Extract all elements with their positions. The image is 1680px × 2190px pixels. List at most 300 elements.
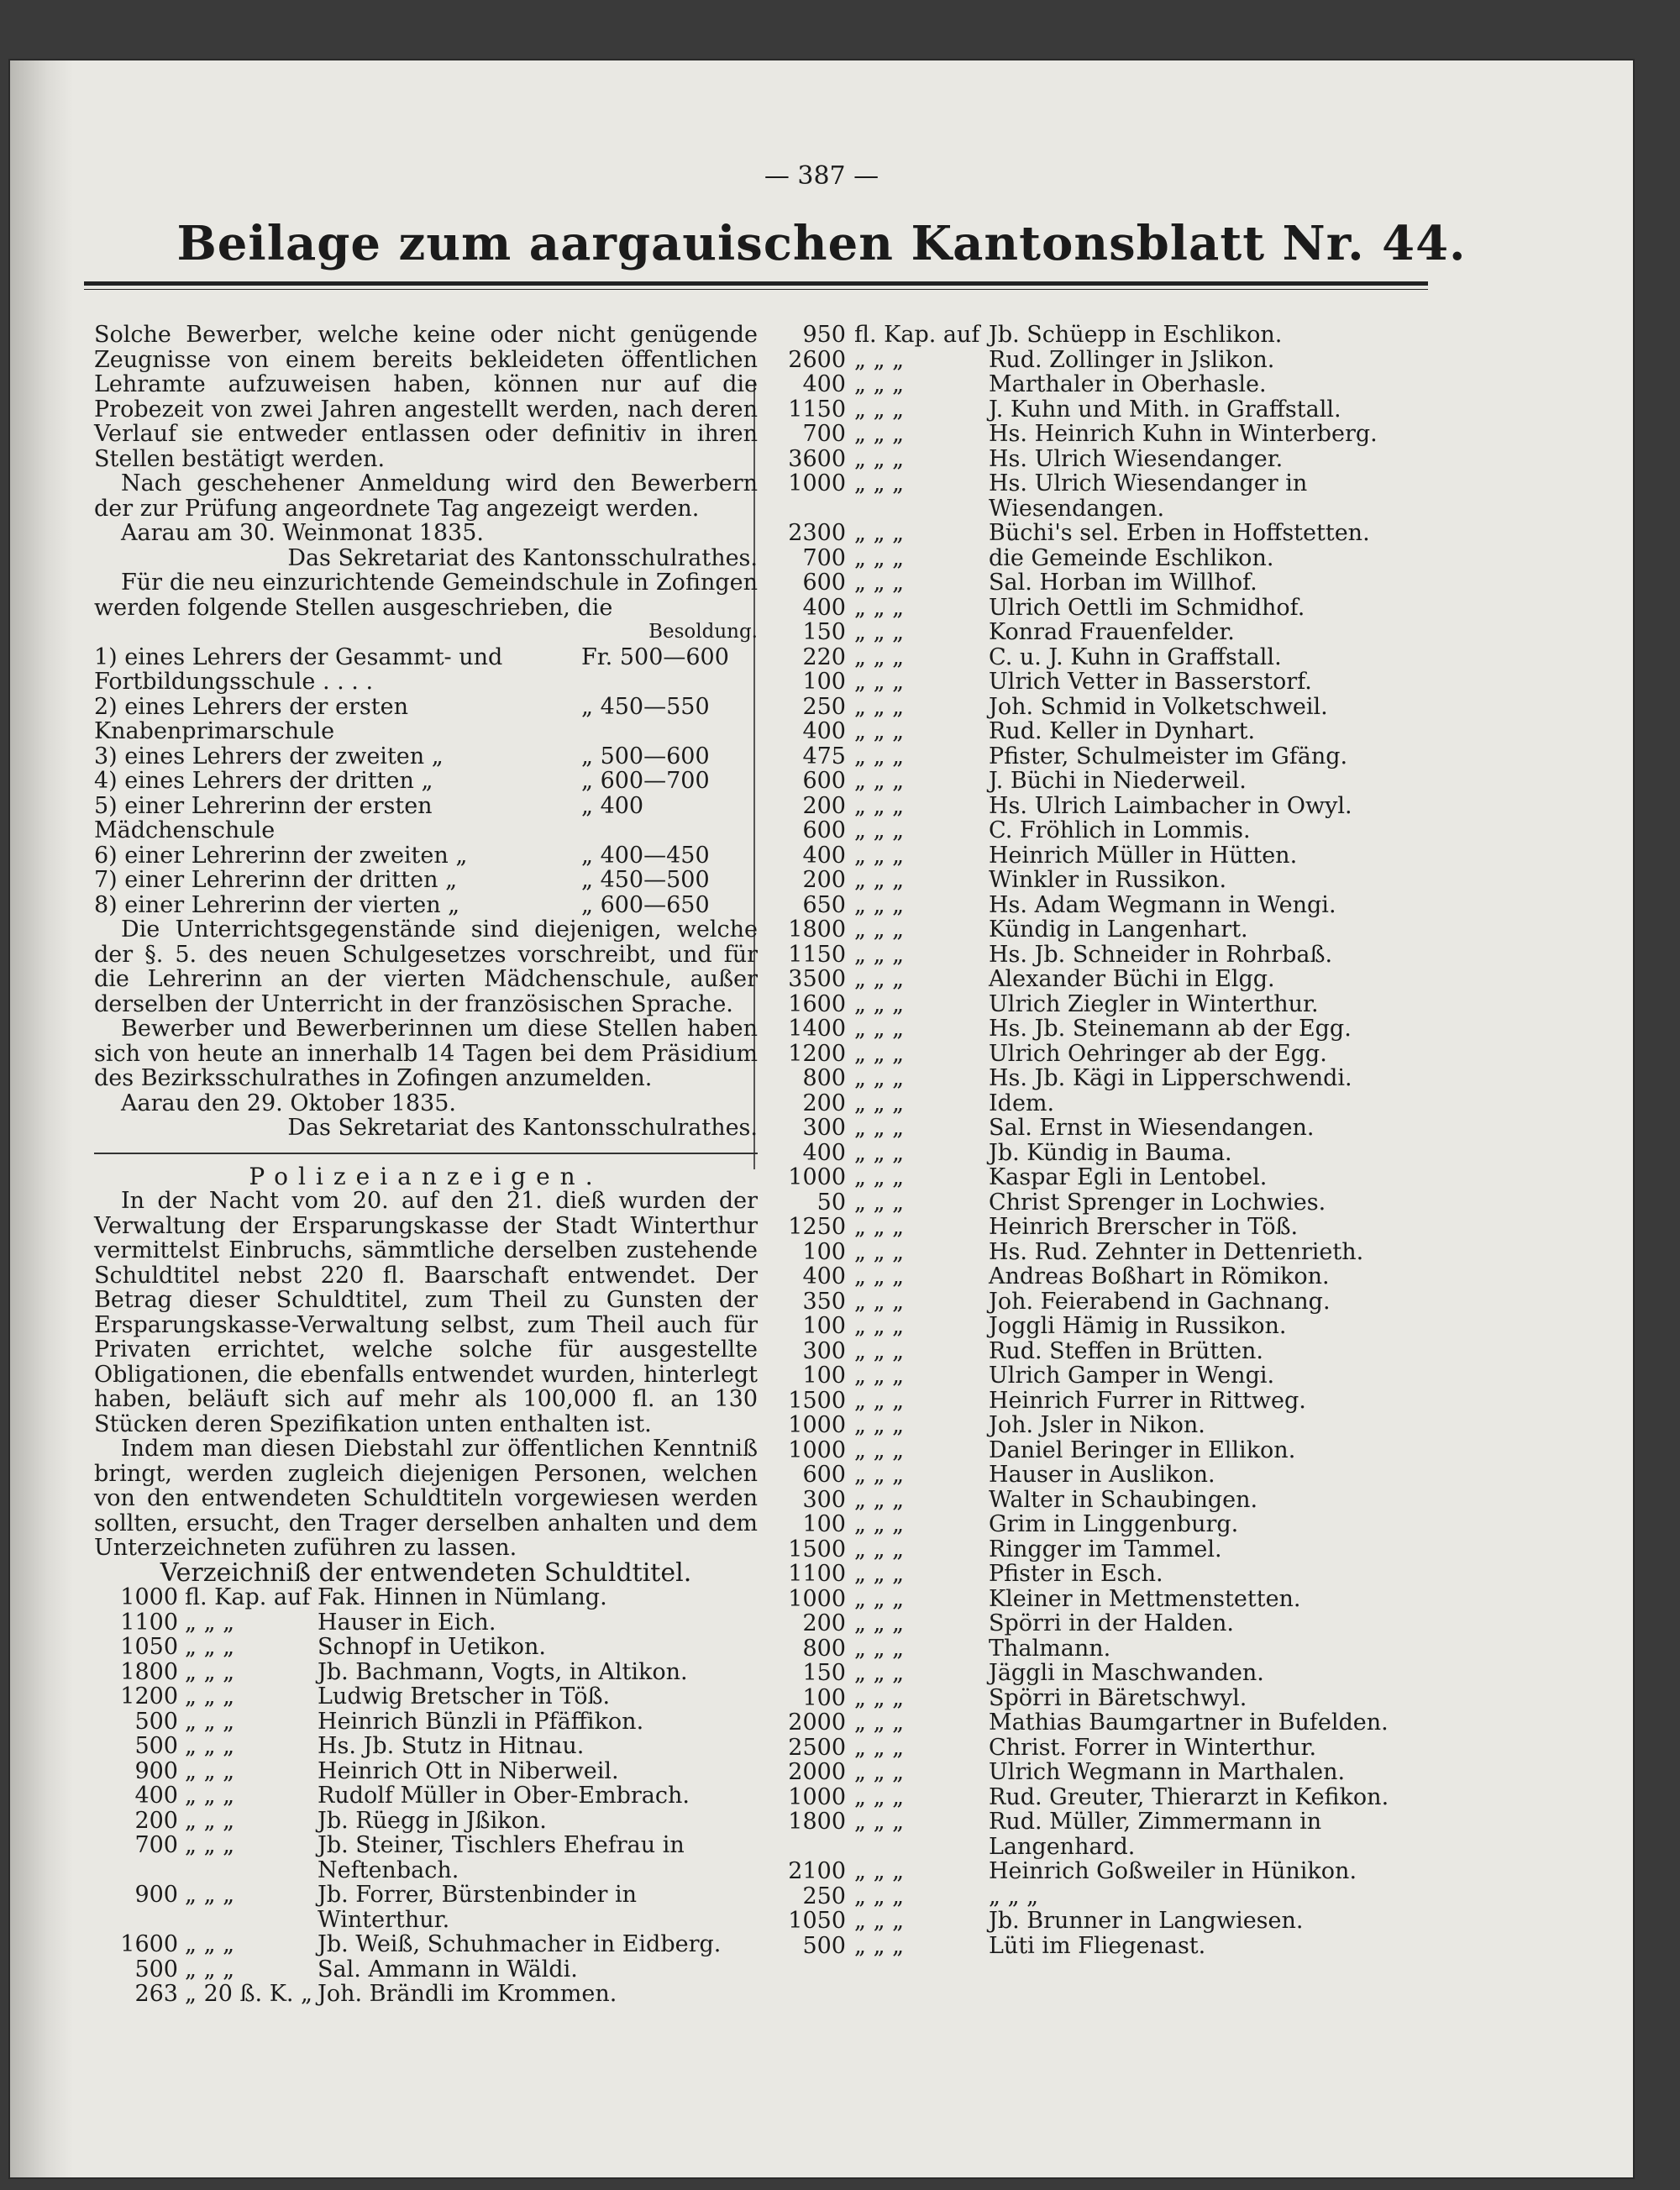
entry-amount: 2100 bbox=[788, 1858, 846, 1884]
table-row bbox=[766, 1289, 1446, 1315]
entry-kap: „ „ „ bbox=[854, 941, 905, 968]
entry-amount: 100 bbox=[802, 1238, 846, 1265]
table-row bbox=[766, 917, 1446, 943]
table-row bbox=[94, 1883, 758, 1932]
position-amount: „ 400 bbox=[581, 792, 644, 819]
entry-name: Kleiner in Mettmenstetten. bbox=[989, 1585, 1301, 1612]
entry-amount: 400 bbox=[802, 371, 846, 397]
position-amount: „ 400—450 bbox=[581, 842, 710, 869]
position-desc: 3) eines Lehrers der zweiten „ bbox=[94, 743, 444, 769]
entry-name: Kündig in Langenhart. bbox=[989, 916, 1248, 943]
entry-amount: 150 bbox=[802, 1660, 846, 1686]
table-row bbox=[766, 1240, 1446, 1265]
table-row bbox=[766, 1389, 1446, 1414]
entry-name: Schnopf in Uetikon. bbox=[318, 1634, 546, 1660]
position-row bbox=[94, 794, 758, 843]
entry-kap: „ „ „ bbox=[854, 1436, 905, 1463]
entry-amount: 250 bbox=[802, 1883, 846, 1909]
table-row bbox=[94, 1709, 758, 1735]
entry-name: Hs. Jb. Schneider in Rohrbaß. bbox=[989, 941, 1333, 968]
newspaper-page bbox=[10, 60, 1633, 2177]
police-section-title: Polizeianzeigen. bbox=[249, 1162, 603, 1190]
entry-name: J. Büchi in Niederweil. bbox=[989, 768, 1247, 794]
entry-amount: 350 bbox=[802, 1288, 846, 1315]
entry-amount: 200 bbox=[802, 792, 846, 819]
table-row bbox=[94, 1833, 758, 1883]
position-row bbox=[94, 769, 758, 794]
position-row bbox=[94, 843, 758, 869]
table-row bbox=[766, 372, 1446, 397]
entry-kap: „ „ „ bbox=[854, 421, 905, 447]
entry-amount: 1000 bbox=[120, 1584, 178, 1610]
table-row bbox=[766, 744, 1446, 769]
entry-amount: 1150 bbox=[788, 941, 846, 968]
table-row bbox=[94, 1684, 758, 1709]
entry-amount: 600 bbox=[802, 570, 846, 596]
left-column bbox=[94, 323, 758, 2007]
entry-name: Joggli Hämig in Russikon. bbox=[989, 1313, 1287, 1339]
entry-kap: „ „ „ bbox=[854, 1660, 905, 1686]
position-desc: 4) eines Lehrers der dritten „ bbox=[94, 768, 433, 794]
table-row bbox=[766, 620, 1446, 645]
entry-amount: 100 bbox=[802, 669, 846, 695]
entry-name: C. u. J. Kuhn in Graffstall. bbox=[989, 643, 1282, 670]
table-row bbox=[766, 1562, 1446, 1587]
entry-name: Sal. Ammann in Wäldi. bbox=[318, 1956, 578, 1983]
entry-kap: „ „ „ bbox=[185, 1658, 235, 1685]
table-row bbox=[766, 1934, 1446, 1959]
table-row bbox=[766, 348, 1446, 373]
entry-kap: „ „ „ bbox=[854, 1511, 905, 1537]
entry-kap: „ „ „ bbox=[854, 1809, 905, 1835]
right-entries-list bbox=[766, 323, 1446, 1958]
position-amount: „ 450—550 bbox=[581, 693, 710, 720]
table-row bbox=[766, 323, 1446, 348]
table-row bbox=[766, 1314, 1446, 1339]
entry-name: Rud. Greuter, Thierarzt in Kefikon. bbox=[989, 1783, 1389, 1810]
entry-kap: „ „ „ bbox=[854, 1585, 905, 1612]
entry-name: Heinrich Müller in Hütten. bbox=[989, 842, 1298, 869]
entry-kap: „ „ „ bbox=[854, 1684, 905, 1711]
title-rule bbox=[84, 281, 1428, 290]
entry-name: Rud. Müller, Zimmermann in Langenhard. bbox=[989, 1809, 1322, 1860]
table-row bbox=[766, 1859, 1446, 1884]
table-row bbox=[766, 1116, 1446, 1141]
table-row bbox=[94, 1734, 758, 1759]
entry-amount: 1200 bbox=[788, 1040, 846, 1067]
table-row bbox=[766, 695, 1446, 720]
entry-kap: „ „ „ bbox=[185, 1882, 235, 1908]
entry-kap: „ „ „ bbox=[185, 1683, 235, 1709]
entry-amount: 300 bbox=[802, 1337, 846, 1364]
entry-amount: 150 bbox=[802, 619, 846, 645]
entry-name: Rudolf Müller in Ober-Embrach. bbox=[318, 1783, 690, 1809]
table-row bbox=[766, 670, 1446, 695]
entry-kap: „ „ „ bbox=[854, 1635, 905, 1662]
entry-kap: „ „ „ bbox=[854, 1139, 905, 1166]
entry-kap: „ „ „ bbox=[185, 1956, 235, 1983]
entry-name: Hs. Heinrich Kuhn in Winterberg. bbox=[989, 421, 1378, 447]
table-row bbox=[766, 521, 1446, 546]
entry-kap: „ „ „ bbox=[854, 544, 905, 571]
entry-name: Heinrich Ott in Niberweil. bbox=[318, 1757, 619, 1784]
entry-amount: 1050 bbox=[120, 1634, 178, 1660]
entry-amount: 475 bbox=[802, 743, 846, 769]
entry-kap: „ „ „ bbox=[854, 1363, 905, 1389]
entry-name: Jb. Weiß, Schuhmacher in Eidberg. bbox=[318, 1931, 722, 1957]
section-separator bbox=[94, 1153, 758, 1154]
entry-kap: „ „ „ bbox=[854, 570, 905, 596]
entry-name: Hauser in Eich. bbox=[318, 1609, 496, 1636]
table-row bbox=[766, 1488, 1446, 1513]
entry-kap: „ „ „ bbox=[854, 1908, 905, 1934]
entry-kap: „ „ „ bbox=[854, 1115, 905, 1141]
entry-kap: „ „ „ bbox=[185, 1634, 235, 1660]
page-title: Beilage zum aargauischen Kantonsblatt Nr. 44. bbox=[176, 216, 1467, 271]
entry-name: Christ Sprenger in Lochwies. bbox=[989, 1189, 1326, 1216]
entry-name: Heinrich Brerscher in Töß. bbox=[989, 1214, 1299, 1240]
signature-1: Das Sekretariat des Kantonsschulrathes. bbox=[287, 544, 758, 571]
position-desc: 2) eines Lehrers der ersten Knabenprimarschule bbox=[94, 693, 408, 744]
entry-amount: 800 bbox=[802, 1065, 846, 1091]
entry-amount: 1600 bbox=[788, 990, 846, 1017]
entry-kap: „ „ „ bbox=[854, 396, 905, 423]
entry-name: „ „ „ bbox=[989, 1883, 1039, 1909]
date-line-2: Aarau den 29. Oktober 1835. bbox=[121, 1090, 456, 1116]
entry-kap: „ 20 ß. K. „ bbox=[185, 1981, 313, 2007]
table-row bbox=[766, 1760, 1446, 1785]
entry-amount: 500 bbox=[134, 1733, 178, 1759]
entry-kap: „ „ „ bbox=[854, 842, 905, 869]
entry-kap: „ „ „ bbox=[854, 1263, 905, 1289]
entry-name: Jb. Kündig in Bauma. bbox=[989, 1139, 1232, 1166]
entry-name: Spörri in der Halden. bbox=[989, 1610, 1234, 1636]
police-paragraph-2: Indem man diesen Diebstahl zur öffentlichen Kenntniß bringt, werden zugleich diejenigen Personen, welchen von den entwendeten Schuldtiteln vorgewiesen werden sollten, ersucht, den Trager derselben anhalten und dem Unterzeichneten zuführen zu lassen. bbox=[94, 1436, 758, 1561]
table-row bbox=[94, 1809, 758, 1834]
table-row bbox=[766, 1785, 1446, 1810]
entry-kap: „ „ „ bbox=[185, 1807, 235, 1834]
entry-amount: 700 bbox=[802, 421, 846, 447]
entry-name: Pfister in Esch. bbox=[989, 1561, 1163, 1587]
left-entries-list bbox=[94, 1585, 758, 2007]
entry-name: Hs. Jb. Kägi in Lipperschwendi. bbox=[989, 1065, 1352, 1091]
entry-kap: „ „ „ bbox=[854, 594, 905, 621]
entry-name: Thalmann. bbox=[989, 1635, 1111, 1662]
entry-kap: „ „ „ bbox=[854, 891, 905, 918]
entry-amount: 2300 bbox=[788, 520, 846, 546]
table-row bbox=[766, 1686, 1446, 1711]
entry-amount: 3600 bbox=[788, 445, 846, 472]
entry-amount: 500 bbox=[134, 1956, 178, 1983]
entry-name: Ringger im Tammel. bbox=[989, 1536, 1222, 1562]
position-amount: „ 600—650 bbox=[581, 891, 710, 918]
entry-kap: fl. Kap. auf bbox=[854, 322, 980, 348]
position-desc: 8) einer Lehrerinn der vierten „ bbox=[94, 891, 460, 918]
intro-paragraph: Solche Bewerber, welche keine oder nicht genügende Zeugnisse von einem bereits bekleideten öffentlichen Lehramte aufzuweisen haben, können nur auf die Probezeit von zwei Jahren angestellt werden, nach deren Verlauf sie entweder entlassen oder definitiv in ihren Stellen bestätigt werden. bbox=[94, 322, 758, 472]
entry-name: Heinrich Bünzli in Pfäffikon. bbox=[318, 1708, 644, 1735]
entry-name: Rud. Zollinger in Jslikon. bbox=[989, 346, 1275, 373]
entry-kap: „ „ „ bbox=[854, 867, 905, 893]
entry-kap: „ „ „ bbox=[854, 470, 905, 496]
entry-kap: „ „ „ bbox=[854, 990, 905, 1017]
entry-amount: 1600 bbox=[120, 1931, 178, 1957]
table-row bbox=[94, 1610, 758, 1636]
table-row bbox=[766, 1809, 1446, 1859]
notice-paragraph: Nach geschehener Anmeldung wird den Bewerbern der zur Prüfung angeordnete Tag angezeigt werden. bbox=[94, 470, 758, 522]
entry-amount: 600 bbox=[802, 1462, 846, 1488]
table-row bbox=[766, 447, 1446, 472]
besoldung-label: Besoldung. bbox=[648, 621, 758, 643]
entry-name: J. Kuhn und Mith. in Graffstall. bbox=[989, 396, 1341, 423]
position-amount: „ 500—600 bbox=[581, 743, 710, 769]
signature-2: Das Sekretariat des Kantonsschulrathes. bbox=[287, 1115, 758, 1141]
entry-kap: „ „ „ bbox=[854, 1561, 905, 1587]
entry-name: Jb. Bachmann, Vogts, in Altikon. bbox=[318, 1658, 688, 1685]
entry-name: Jb. Schüepp in Eschlikon. bbox=[989, 322, 1283, 348]
entry-amount: 600 bbox=[802, 817, 846, 843]
entry-name: Ulrich Vetter in Basserstorf. bbox=[989, 669, 1312, 695]
entry-name: Ulrich Wegmann in Marthalen. bbox=[989, 1759, 1346, 1785]
entry-amount: 950 bbox=[802, 322, 846, 348]
entry-kap: „ „ „ bbox=[854, 1486, 905, 1513]
entry-kap: „ „ „ bbox=[185, 1931, 235, 1957]
entry-name: Hs. Jb. Steinemann ab der Egg. bbox=[989, 1016, 1352, 1042]
table-row bbox=[766, 943, 1446, 968]
table-row bbox=[94, 1783, 758, 1809]
entry-kap: „ „ „ bbox=[854, 520, 905, 546]
entry-amount: 900 bbox=[134, 1757, 178, 1784]
entry-kap: „ „ „ bbox=[854, 1189, 905, 1216]
entry-kap: „ „ „ bbox=[185, 1757, 235, 1784]
entry-name: Ulrich Gamper in Wengi. bbox=[989, 1363, 1275, 1389]
entry-amount: 1800 bbox=[788, 1809, 846, 1835]
entry-name: Hs. Ulrich Wiesendanger. bbox=[989, 445, 1284, 472]
table-row bbox=[766, 645, 1446, 670]
police-paragraph-1: In der Nacht vom 20. auf den 21. dieß wurden der Verwaltung der Ersparungskasse der Stadt Winterthur vermittelst Einbruchs, sämmtliche derselben zustehende Schuldtitel nebst 220 fl. Baarschaft entwendet. Der Betrag dieser Schuldtitel, zum Theil zu Gunsten der Ersparungskasse-Verwaltung selbst, zum Theil auch für Privaten errichtet, welche solche für ausgestellte Obligationen, die ebenfalls entwendet wurden, hinterlegt haben, beläuft sich auf mehr als 100,000 fl. an 130 Stücken deren Spezifikation unten enthalten ist. bbox=[94, 1188, 758, 1437]
table-row bbox=[766, 719, 1446, 744]
entry-amount: 2500 bbox=[788, 1734, 846, 1761]
entry-name: Heinrich Furrer in Rittweg. bbox=[989, 1387, 1306, 1414]
position-amount: „ 600—700 bbox=[581, 768, 710, 794]
apply-paragraph: Bewerber und Bewerberinnen um diese Stellen haben sich von heute an innerhalb 14 Tagen bei dem Präsidium des Bezirksschulrathes in Zofingen anzumelden. bbox=[94, 1016, 758, 1091]
entry-amount: 1000 bbox=[788, 1412, 846, 1438]
list-title: Verzeichniß der entwendeten Schuldtitel. bbox=[160, 1557, 692, 1588]
entry-kap: „ „ „ bbox=[185, 1783, 235, 1809]
entry-name: Ulrich Oehringer ab der Egg. bbox=[989, 1040, 1327, 1067]
table-row bbox=[766, 1463, 1446, 1488]
entry-amount: 1200 bbox=[120, 1683, 178, 1709]
entry-kap: „ „ „ bbox=[854, 966, 905, 992]
table-row bbox=[766, 397, 1446, 423]
entry-kap: „ „ „ bbox=[854, 1164, 905, 1190]
entry-kap: „ „ „ bbox=[854, 1858, 905, 1884]
entry-amount: 1250 bbox=[788, 1214, 846, 1240]
entry-kap: „ „ „ bbox=[854, 718, 905, 744]
entry-kap: „ „ „ bbox=[854, 817, 905, 843]
table-row bbox=[766, 1512, 1446, 1537]
entry-amount: 1800 bbox=[120, 1658, 178, 1685]
entry-amount: 1800 bbox=[788, 916, 846, 943]
table-row bbox=[766, 794, 1446, 819]
entry-name: Fak. Hinnen in Nümlang. bbox=[318, 1584, 607, 1610]
entry-name: Jb. Forrer, Bürstenbinder in Winterthur. bbox=[318, 1882, 637, 1933]
entry-name: Ulrich Oettli im Schmidhof. bbox=[989, 594, 1305, 621]
table-row bbox=[766, 570, 1446, 596]
position-desc: 1) eines Lehrers der Gesammt- und Fortbildungsschule . . . . bbox=[94, 643, 503, 695]
entry-kap: „ „ „ bbox=[854, 1883, 905, 1909]
entry-name: Hs. Adam Wegmann in Wengi. bbox=[989, 891, 1336, 918]
table-row bbox=[766, 1264, 1446, 1289]
entry-kap: fl. Kap. auf bbox=[185, 1584, 311, 1610]
entry-amount: 500 bbox=[134, 1708, 178, 1735]
entry-kap: „ „ „ bbox=[854, 1065, 905, 1091]
entry-name: Hs. Ulrich Laimbacher in Owyl. bbox=[989, 792, 1352, 819]
entry-kap: „ „ „ bbox=[854, 1536, 905, 1562]
table-row bbox=[766, 1710, 1446, 1736]
entry-kap: „ „ „ bbox=[185, 1733, 235, 1759]
table-row bbox=[766, 1611, 1446, 1636]
entry-name: Walter in Schaubingen. bbox=[989, 1486, 1258, 1513]
table-row bbox=[766, 769, 1446, 794]
entry-amount: 2000 bbox=[788, 1709, 846, 1736]
table-row bbox=[766, 1438, 1446, 1463]
table-row bbox=[94, 1660, 758, 1685]
entry-kap: „ „ „ bbox=[854, 619, 905, 645]
entry-name: Pfister, Schulmeister im Gfäng. bbox=[989, 743, 1348, 769]
entry-kap: „ „ „ bbox=[854, 346, 905, 373]
table-row bbox=[766, 422, 1446, 447]
table-row bbox=[766, 1736, 1446, 1761]
entry-name: Sal. Horban im Willhof. bbox=[989, 570, 1257, 596]
entry-kap: „ „ „ bbox=[854, 371, 905, 397]
table-row bbox=[766, 1190, 1446, 1216]
entry-amount: 1000 bbox=[788, 1783, 846, 1810]
entry-amount: 200 bbox=[802, 1090, 846, 1116]
entry-kap: „ „ „ bbox=[854, 1016, 905, 1042]
position-desc: 5) einer Lehrerinn der ersten Mädchenschule bbox=[94, 792, 433, 843]
table-row bbox=[766, 1661, 1446, 1686]
entry-amount: 263 bbox=[134, 1981, 178, 2007]
entry-name: Andreas Boßhart in Römikon. bbox=[989, 1263, 1330, 1289]
table-row bbox=[766, 1909, 1446, 1934]
table-row bbox=[94, 1635, 758, 1660]
entry-amount: 400 bbox=[802, 1263, 846, 1289]
entry-amount: 200 bbox=[802, 1610, 846, 1636]
entry-name: Jäggli in Maschwanden. bbox=[989, 1660, 1264, 1686]
position-row bbox=[94, 744, 758, 769]
entry-kap: „ „ „ bbox=[854, 669, 905, 695]
entry-name: Ulrich Ziegler in Winterthur. bbox=[989, 990, 1319, 1017]
right-column bbox=[766, 323, 1446, 1958]
entry-amount: 700 bbox=[134, 1832, 178, 1858]
entry-amount: 1000 bbox=[788, 1585, 846, 1612]
entry-kap: „ „ „ bbox=[854, 1214, 905, 1240]
entry-name: die Gemeinde Eschlikon. bbox=[989, 544, 1274, 571]
entry-amount: 600 bbox=[802, 768, 846, 794]
entry-name: Idem. bbox=[989, 1090, 1055, 1116]
table-row bbox=[766, 1215, 1446, 1240]
table-row bbox=[94, 1957, 758, 1983]
entry-name: Winkler in Russikon. bbox=[989, 867, 1227, 893]
entry-name: Mathias Baumgartner in Bufelden. bbox=[989, 1709, 1389, 1736]
entry-kap: „ „ „ bbox=[854, 1462, 905, 1488]
entry-name: Hs. Rud. Zehnter in Dettenrieth. bbox=[989, 1238, 1364, 1265]
table-row bbox=[766, 596, 1446, 621]
entry-kap: „ „ „ bbox=[185, 1609, 235, 1636]
table-row bbox=[766, 992, 1446, 1017]
entry-amount: 500 bbox=[802, 1932, 846, 1959]
entry-kap: „ „ „ bbox=[854, 1412, 905, 1438]
entry-name: Hauser in Auslikon. bbox=[989, 1462, 1215, 1488]
entry-kap: „ „ „ bbox=[854, 768, 905, 794]
table-row bbox=[766, 843, 1446, 869]
entry-name: Marthaler in Oberhasle. bbox=[989, 371, 1267, 397]
entry-amount: 200 bbox=[802, 867, 846, 893]
table-row bbox=[766, 1016, 1446, 1042]
table-row bbox=[766, 1537, 1446, 1562]
entry-name: Christ. Forrer in Winterthur. bbox=[989, 1734, 1317, 1761]
table-row bbox=[766, 893, 1446, 918]
entry-kap: „ „ „ bbox=[854, 743, 905, 769]
entry-name: Hs. Jb. Stutz in Hitnau. bbox=[318, 1733, 585, 1759]
entry-amount: 650 bbox=[802, 891, 846, 918]
entry-amount: 1000 bbox=[788, 1436, 846, 1463]
table-row bbox=[766, 546, 1446, 571]
entry-amount: 800 bbox=[802, 1635, 846, 1662]
entry-amount: 400 bbox=[802, 718, 846, 744]
entry-kap: „ „ „ bbox=[854, 1040, 905, 1067]
entry-amount: 1000 bbox=[788, 1164, 846, 1190]
table-row bbox=[766, 818, 1446, 843]
zofingen-intro: Für die neu einzurichtende Gemeindschule in Zofingen werden folgende Stellen ausgeschrieben, die bbox=[94, 570, 758, 621]
page-binding-shadow bbox=[10, 60, 73, 2177]
entry-kap: „ „ „ bbox=[854, 1238, 905, 1265]
entry-amount: 400 bbox=[802, 594, 846, 621]
entry-amount: 900 bbox=[134, 1882, 178, 1908]
position-row bbox=[94, 645, 758, 695]
entry-name: Grim in Linggenburg. bbox=[989, 1511, 1239, 1537]
table-row bbox=[766, 1636, 1446, 1662]
entry-kap: „ „ „ bbox=[854, 792, 905, 819]
entry-name: Joh. Feierabend in Gachnang. bbox=[989, 1288, 1331, 1315]
entry-name: Büchi's sel. Erben in Hoffstetten. bbox=[989, 520, 1370, 546]
entry-amount: 2000 bbox=[788, 1759, 846, 1785]
table-row bbox=[766, 471, 1446, 521]
entry-name: Kaspar Egli in Lentobel. bbox=[989, 1164, 1268, 1190]
entry-kap: „ „ „ bbox=[854, 1759, 905, 1785]
entry-amount: 1150 bbox=[788, 396, 846, 423]
entry-kap: „ „ „ bbox=[854, 1090, 905, 1116]
entry-name: Ludwig Bretscher in Töß. bbox=[318, 1683, 611, 1709]
entry-amount: 250 bbox=[802, 693, 846, 720]
entry-amount: 1100 bbox=[788, 1561, 846, 1587]
entry-kap: „ „ „ bbox=[854, 1783, 905, 1810]
entry-name: Rud. Keller in Dynhart. bbox=[989, 718, 1256, 744]
entry-amount: 50 bbox=[816, 1189, 846, 1216]
table-row bbox=[766, 1141, 1446, 1166]
entry-amount: 220 bbox=[802, 643, 846, 670]
table-row bbox=[766, 1884, 1446, 1909]
entry-amount: 1500 bbox=[788, 1387, 846, 1414]
entry-name: Alexander Büchi in Elgg. bbox=[989, 966, 1275, 992]
entry-name: Konrad Frauenfelder. bbox=[989, 619, 1235, 645]
entry-kap: „ „ „ bbox=[854, 1337, 905, 1364]
entry-name: Jb. Brunner in Langwiesen. bbox=[989, 1908, 1304, 1934]
entry-name: Sal. Ernst in Wiesendangen. bbox=[989, 1115, 1315, 1141]
entry-amount: 1050 bbox=[788, 1908, 846, 1934]
entry-amount: 300 bbox=[802, 1486, 846, 1513]
entry-amount: 100 bbox=[802, 1511, 846, 1537]
